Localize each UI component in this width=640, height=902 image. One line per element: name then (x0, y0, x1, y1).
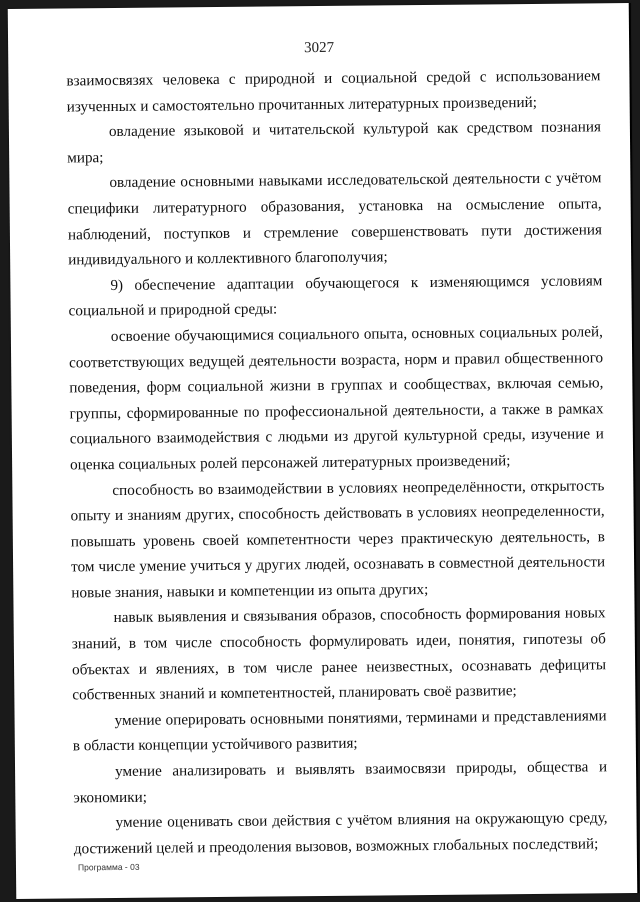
paragraph: освоение обучающимися социального опыта, основных социальных ролей, соответствующих ведущей деятельности возраста, норм и правил общественного поведения, форм социальной жизни в группах и сообществах, включая семью, группы, сформированные по профессиональной деятельности, а также в рамках социального взаимодействия с людьми из другой культурной среды, изучение и оценка социальных ролей персонажей литературных произведений; (69, 323, 604, 474)
paragraph: способность во взаимодействии в условиях неопределённости, открытость опыту и знаниям других, способность действовать в условиях неопределенности, повышать уровень своей компетентности через практическую деятельность, в том числе умение учиться у других людей, осознавать в совместной деятельности новые знания, навыки и компетенции из опыта других; (70, 476, 606, 602)
scan-edge (629, 3, 640, 893)
body-text (66, 63, 608, 861)
paragraph: овладение языковой и читательской культурой как средством познания мира; (67, 118, 601, 167)
paragraph: овладение основными навыками исследовательской деятельности с учётом специфики литературного образования, установка на осмысление опыта, наблюдений, поступков и стремление совершенствовать пути достижения индивидуального и коллективного благополучия; (67, 169, 602, 269)
paragraph: навык выявления и связывания образов, способность формирования новых знаний, в том числе способность формулировать идеи, понятия, гипотезы об объектах и явлениях, в том числе ранее неизвестных, осознавать дефициты собственных знаний и компетентностей, планировать своё развитие; (71, 604, 607, 704)
document-page (8, 3, 639, 899)
paragraph: умение оценивать свои действия с учётом влияния на окружающую среду, достижений целей и преодоления вызовов, возможных глобальных последствий; (73, 809, 608, 858)
paragraph: 9) обеспечение адаптации обучающегося к изменяющимся условиям социальной и природной среды: (68, 272, 603, 320)
paragraph: умение анализировать и выявлять взаимосвязи природы, общества и экономики; (73, 758, 608, 807)
paragraph: умение оперировать основными понятиями, терминами и представлениями в области концепции устойчивого развития; (72, 707, 607, 755)
footer-label: Программа - 03 (77, 861, 140, 873)
paragraph: взаимосвязях человека с природной и социальной средой с использованием изученных и самостоятельно прочитанных литературных произведений; (66, 67, 601, 116)
page-number: 3027 (304, 39, 335, 57)
